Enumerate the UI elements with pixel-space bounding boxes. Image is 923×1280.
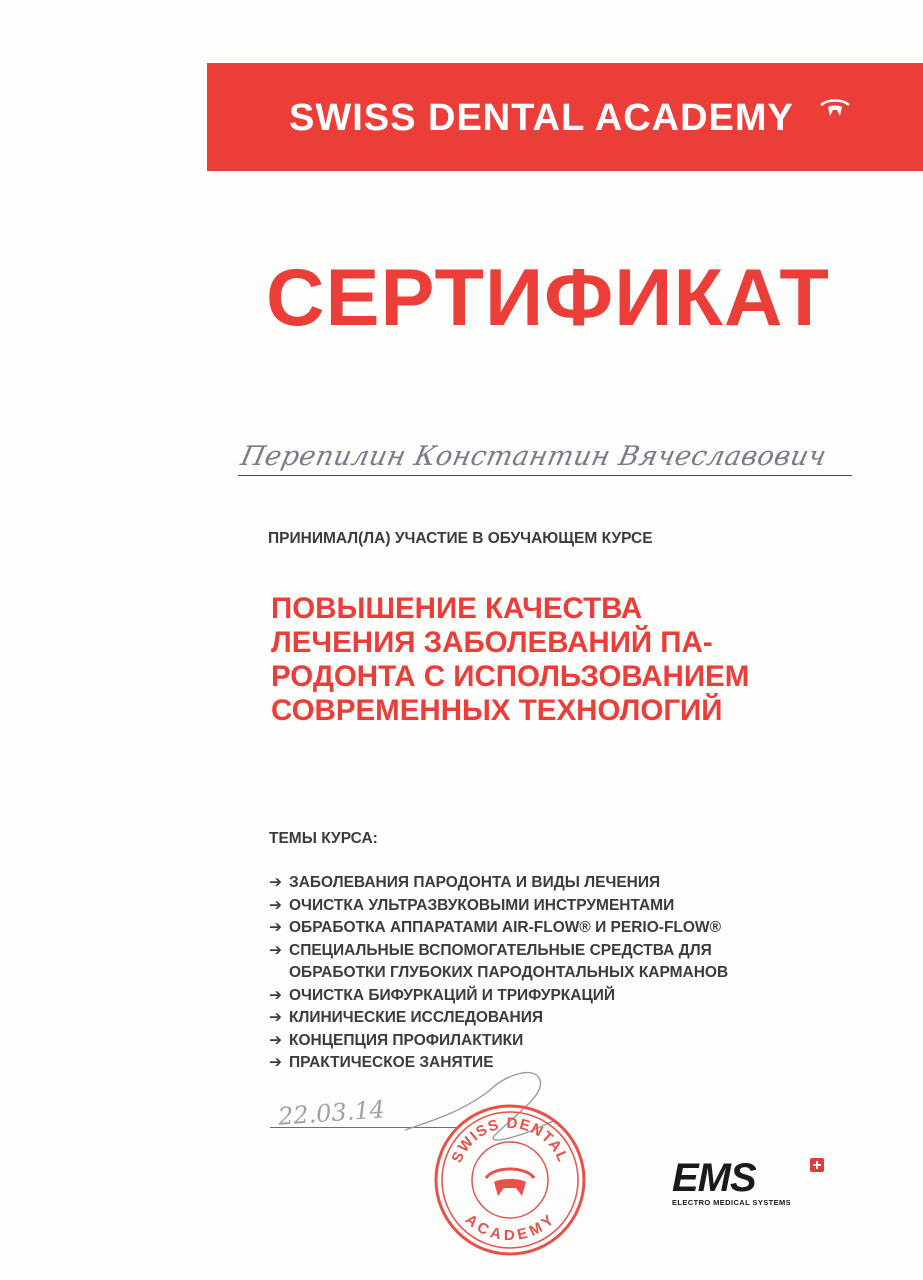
tooth-icon xyxy=(819,99,851,125)
arrow-right-icon: ➔ xyxy=(269,874,282,891)
ems-subtitle: ELECTRO MEDICAL SYSTEMS xyxy=(672,1198,792,1207)
handwritten-date: 22.03.14 xyxy=(277,1095,386,1131)
topics-list xyxy=(269,872,869,1075)
list-item xyxy=(269,940,869,963)
ems-brand-text: EMS xyxy=(672,1156,756,1200)
list-item xyxy=(269,917,869,940)
course-title-line: ЛЕЧЕНИЯ ЗАБОЛЕВАНИЙ ПА- xyxy=(271,626,713,659)
list-item xyxy=(269,872,869,895)
arrow-right-icon: ➔ xyxy=(269,1054,282,1071)
academy-banner xyxy=(207,63,923,171)
arrow-right-icon: ➔ xyxy=(269,1031,282,1049)
academy-name: SWISS DENTAL ACADEMY xyxy=(289,97,794,139)
ems-logo xyxy=(672,1158,830,1210)
svg-text:SWISS DENTAL xyxy=(448,1115,571,1166)
topic-text: ОБРАБОТКИ ГЛУБОКИХ ПАРОДОНТАЛЬНЫХ КАРМАНОВ xyxy=(289,964,729,981)
topic-text: ОЧИСТКА БИФУРКАЦИЙ И ТРИФУРКАЦИЙ xyxy=(289,986,616,1004)
arrow-right-icon: ➔ xyxy=(269,986,282,1004)
course-title-line: РОДОНТА С ИСПОЛЬЗОВАНИЕМ xyxy=(271,660,750,693)
certificate-title: СЕРТИФИКАТ xyxy=(266,253,830,343)
list-item xyxy=(269,985,869,1008)
topic-text: ЗАБОЛЕВАНИЯ ПАРОДОНТА И ВИДЫ ЛЕЧЕНИЯ xyxy=(289,874,661,891)
list-item-continuation xyxy=(269,962,869,985)
course-title-line: ПОВЫШЕНИЕ КАЧЕСТВА xyxy=(271,592,643,625)
recipient-name: Перепилин Константин Вячеславович xyxy=(238,441,830,472)
arrow-right-icon: ➔ xyxy=(269,1009,282,1026)
topic-text: СПЕЦИАЛЬНЫЕ ВСПОМОГАТЕЛЬНЫЕ СРЕДСТВА ДЛЯ xyxy=(289,941,712,959)
list-item xyxy=(269,1030,869,1053)
arrow-right-icon: ➔ xyxy=(269,919,282,936)
arrow-right-icon: ➔ xyxy=(269,941,282,959)
topic-text: ОБРАБОТКА АППАРАТАМИ AIR-FLOW® И PERIO-FLOW® xyxy=(289,919,721,936)
topic-text: ОЧИСТКА УЛЬТРАЗВУКОВЫМИ ИНСТРУМЕНТАМИ xyxy=(289,896,675,914)
stamp-top-text: SWISS DENTAL xyxy=(448,1114,572,1166)
academy-stamp xyxy=(430,1100,590,1260)
name-underline xyxy=(238,475,852,476)
plus-cross-icon xyxy=(810,1158,824,1172)
tooth-icon xyxy=(486,1169,534,1196)
topics-heading: ТЕМЫ КУРСА: xyxy=(269,830,378,847)
course-title-line: СОВРЕМЕННЫХ ТЕХНОЛОГИЙ xyxy=(271,694,723,727)
topic-text: ПРАКТИЧЕСКОЕ ЗАНЯТИЕ xyxy=(289,1054,494,1071)
topic-text: КЛИНИЧЕСКИЕ ИССЛЕДОВАНИЯ xyxy=(289,1009,544,1026)
participation-text: ПРИНИМАЛ(ЛА) УЧАСТИЕ В ОБУЧАЮЩЕМ КУРСЕ xyxy=(268,530,653,547)
list-item xyxy=(269,1007,869,1030)
stamp-bottom-text: ACADEMY xyxy=(461,1211,559,1245)
topic-text: КОНЦЕПЦИЯ ПРОФИЛАКТИКИ xyxy=(289,1031,524,1049)
list-item xyxy=(269,1052,869,1075)
arrow-right-icon: ➔ xyxy=(269,896,282,914)
list-item xyxy=(269,895,869,918)
course-title xyxy=(271,592,891,728)
